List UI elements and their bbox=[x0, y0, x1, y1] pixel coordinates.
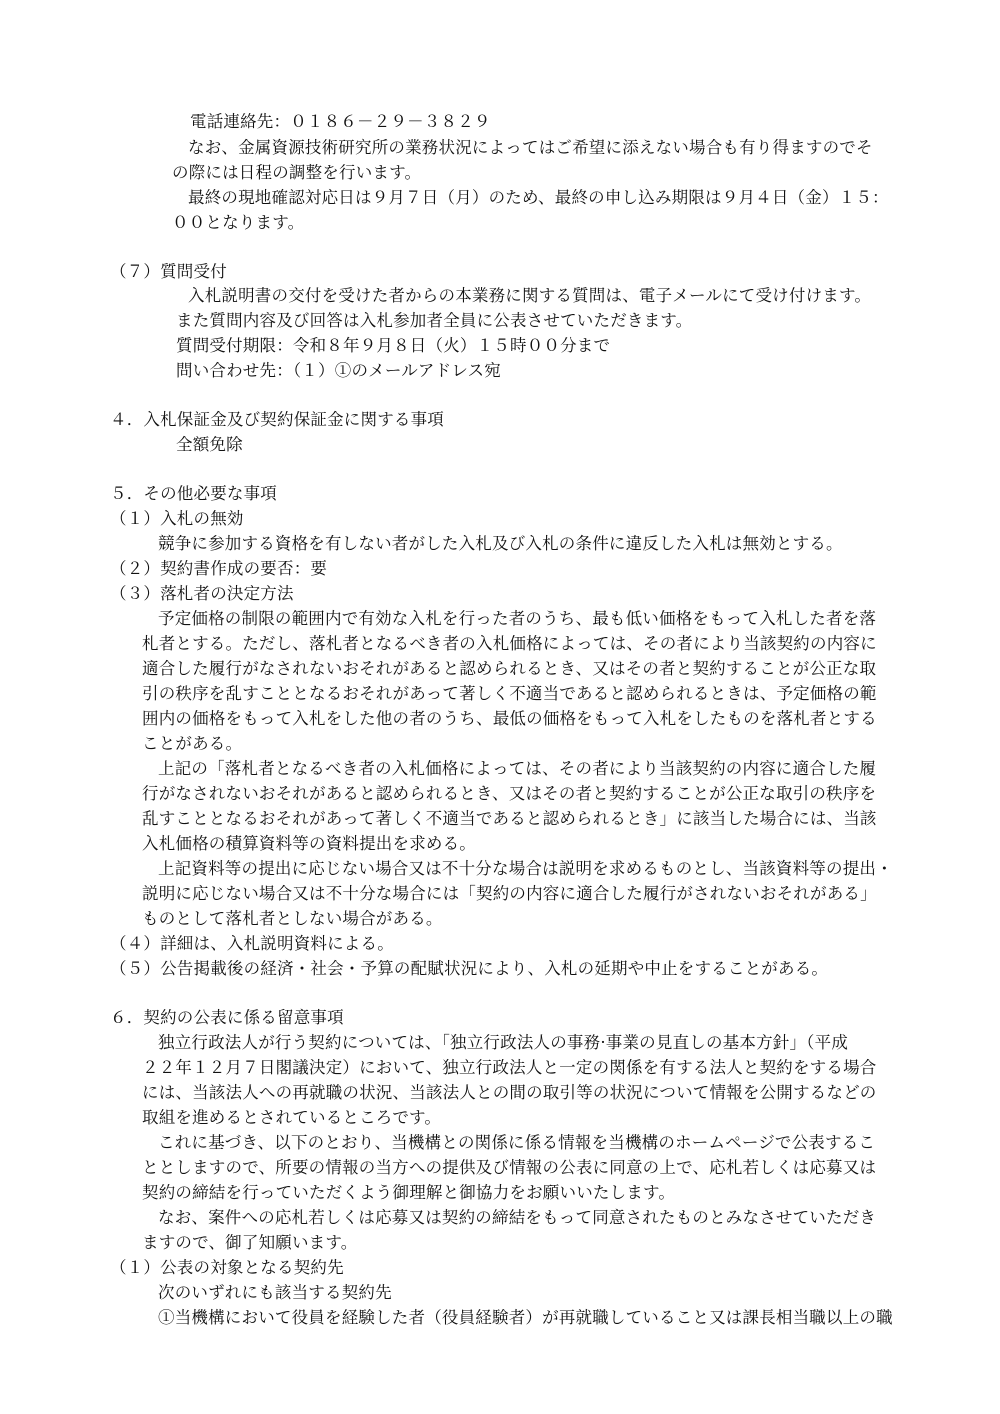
text-line: これに基づき、以下のとおり、当機構との関係に係る情報を当機構のホームページで公表するこ bbox=[158, 1133, 876, 1152]
text-line: ますので、御了知願います。 bbox=[142, 1233, 358, 1252]
text-line: （３）落札者の決定方法 bbox=[110, 584, 294, 603]
text-line: ２２年１２月７日閣議決定）において、独立行政法人と一定の関係を有する法人と契約をする場合 bbox=[142, 1058, 877, 1077]
text-line: 全額免除 bbox=[176, 435, 243, 454]
text-line: 札者とする。ただし、落札者となるべき者の入札価格によっては、その者により当該契約の内容に bbox=[142, 634, 877, 653]
text-line: ことがある。 bbox=[142, 734, 243, 753]
text-line: また質問内容及び回答は入札参加者全員に公表させていただきます。 bbox=[176, 311, 693, 330]
text-line: 上記資料等の提出に応じない場合又は不十分な場合は説明を求めるものとし、当該資料等の提出・ bbox=[158, 859, 893, 878]
text-line: ①当機構において役員を経験した者（役員経験者）が再就職していること又は課長相当職以上の職 bbox=[158, 1308, 893, 1327]
text-line: （２）契約書作成の要否：要 bbox=[110, 559, 328, 578]
text-line: 独立行政法人が行う契約については、「独立行政法人の事務·事業の見直しの基本方針」（平成 bbox=[158, 1033, 849, 1052]
text-line: 質問受付期限：令和８年９月８日（火）１５時００分まで bbox=[176, 336, 611, 355]
text-line: （７）質問受付 bbox=[110, 262, 227, 281]
text-line: （４）詳細は、入札説明資料による。 bbox=[110, 934, 394, 953]
text-line: 乱すこととなるおそれがあって著しく不適当であると認められるとき」に該当した場合には、当該 bbox=[142, 809, 877, 828]
text-line: なお、案件への応札若しくは応募又は契約の締結をもって同意されたものとみなさせていただき bbox=[158, 1208, 877, 1227]
text-line: なお、金属資源技術研究所の業務状況によってはご希望に添えない場合も有り得ますのでそ bbox=[188, 138, 873, 157]
text-line: 上記の「落札者となるべき者の入札価格によっては、その者により当該契約の内容に適合した履 bbox=[158, 759, 877, 778]
text-line: （１）公表の対象となる契約先 bbox=[110, 1258, 344, 1277]
text-line: ものとして落札者としない場合がある。 bbox=[142, 909, 443, 928]
text-line: 取組を進めるとされているところです。 bbox=[142, 1108, 442, 1127]
text-line: 引の秩序を乱すこととなるおそれがあって著しく不適当であると認められるときは、予定価格の範 bbox=[142, 684, 877, 703]
text-line: ５．その他必要な事項 bbox=[110, 484, 277, 503]
text-line: 次のいずれにも該当する契約先 bbox=[158, 1283, 392, 1302]
text-line: の際には日程の調整を行います。 bbox=[172, 163, 422, 182]
text-line: には、当該法人への再就職の状況、当該法人との間の取引等の状況について情報を公開するなどの bbox=[142, 1083, 877, 1102]
text-line: ６．契約の公表に係る留意事項 bbox=[110, 1008, 344, 1027]
text-line: ４．入札保証金及び契約保証金に関する事項 bbox=[110, 410, 444, 429]
text-line: 問い合わせ先：（１）①のメールアドレス宛 bbox=[176, 361, 501, 380]
text-line: （１）入札の無効 bbox=[110, 509, 244, 528]
text-line: （５）公告掲載後の経済・社会・予算の配賦状況により、入札の延期や中止をすることがある。 bbox=[110, 959, 829, 978]
text-line: 囲内の価格をもって入札をした他の者のうち、最低の価格をもって入札をしたものを落札者とする bbox=[142, 709, 877, 728]
text-line: 競争に参加する資格を有しない者がした入札及び入札の条件に違反した入札は無効とする。 bbox=[158, 534, 843, 553]
text-line: 入札価格の積算資料等の資料提出を求める。 bbox=[142, 834, 476, 853]
text-line: 行がなされないおそれがあると認められるとき、又はその者と契約することが公正な取引の秩序を bbox=[142, 784, 877, 803]
text-line: ００となります。 bbox=[172, 213, 305, 232]
text-line: 電話連絡先：０１８６－２９－３８２９ bbox=[190, 112, 491, 131]
text-line: 説明に応じない場合又は不十分な場合には「契約の内容に適合した履行がされないおそれがある」 bbox=[142, 884, 877, 903]
text-line: 入札説明書の交付を受けた者からの本業務に関する質問は、電子メールにて受け付けます。 bbox=[188, 286, 872, 305]
text-line: ととしますので、所要の情報の当方への提供及び情報の公表に同意の上で、応札若しくは応募又は bbox=[142, 1158, 877, 1177]
text-line: 適合した履行がなされないおそれがあると認められるとき、又はその者と契約することが公正な取 bbox=[142, 659, 877, 678]
text-line: 最終の現地確認対応日は９月７日（月）のため、最終の申し込み期限は９月４日（金）１５： bbox=[188, 188, 889, 207]
text-line: 予定価格の制限の範囲内で有効な入札を行った者のうち、最も低い価格をもって入札した者を落 bbox=[158, 609, 877, 628]
text-line: 契約の締結を行っていただくよう御理解と御協力をお願いいたします。 bbox=[142, 1183, 676, 1202]
